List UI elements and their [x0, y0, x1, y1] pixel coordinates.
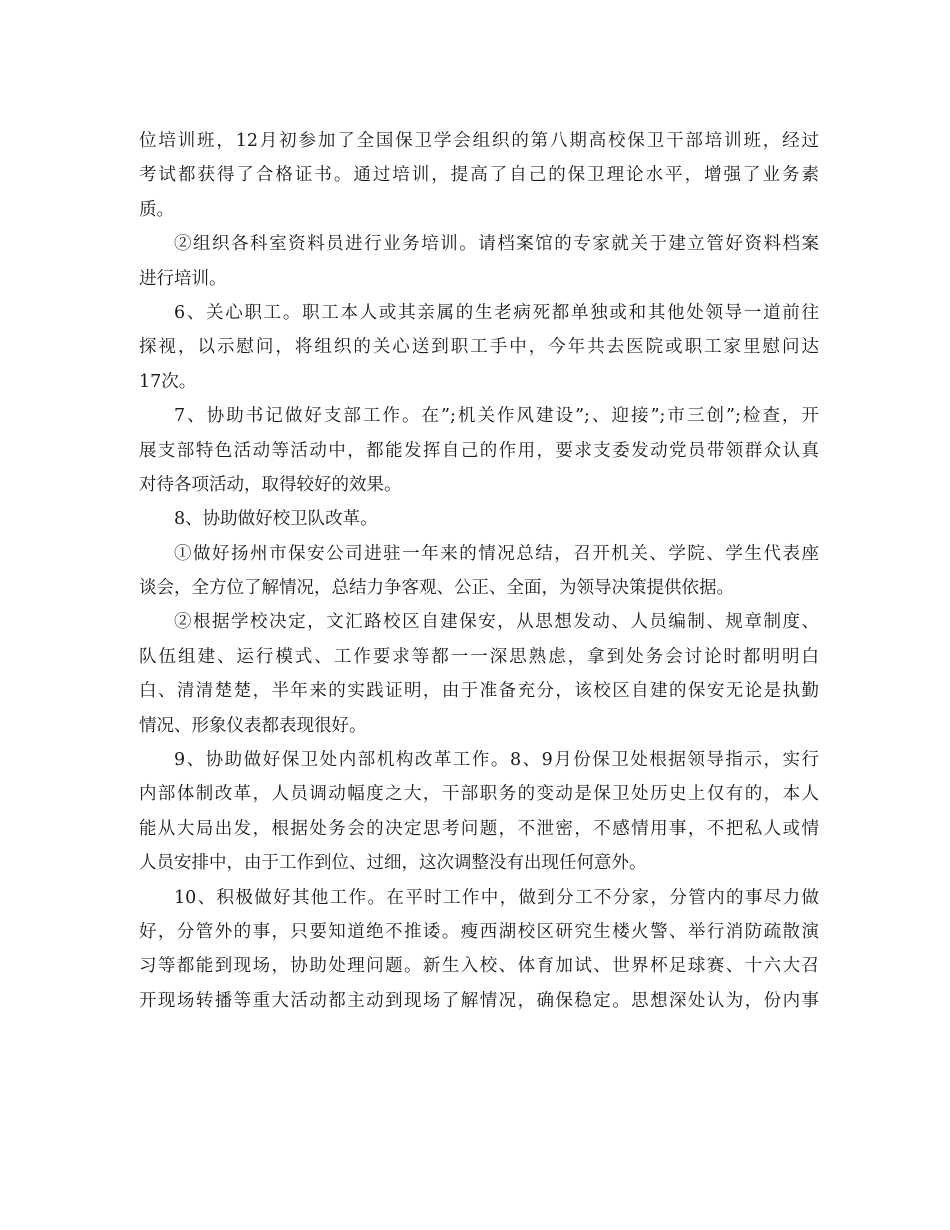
document-line: 质。 [139, 199, 174, 220]
document-line: 好，分管外的事，只要知道绝不推诿。瘦西湖校区研究生楼火警、举行消防疏散演 [139, 921, 819, 942]
document-line: 考试都获得了合格证书。通过培训，提高了自己的保卫理论水平，增强了业务素 [139, 165, 819, 186]
document-line: ②根据学校决定，文汇路校区自建保安，从思想发动、人员编制、规章制度、 [174, 612, 819, 633]
document-line: 6、关心职工。职工本人或其亲属的生老病死都单独或和其他处领导一道前往 [174, 302, 819, 323]
document-line: ①做好扬州市保安公司进驻一年来的情况总结，召开机关、学院、学生代表座 [174, 543, 819, 564]
document-line: 队伍组建、运行模式、工作要求等都一一深思熟虑，拿到处务会讨论时都明明白 [139, 646, 819, 667]
document-body [139, 124, 819, 1018]
document-line: 习等都能到现场，协助处理问题。新生入校、体育加试、世界杯足球赛、十六大召 [139, 956, 819, 977]
document-line: 开现场转播等重大活动都主动到现场了解情况，确保稳定。思想深处认为，份内事 [139, 990, 819, 1011]
document-line: 对待各项活动，取得较好的效果。 [139, 474, 402, 495]
document-line: 17次。 [139, 371, 197, 392]
document-line: 人员安排中，由于工作到位、过细，这次调整没有出现任何意外。 [139, 853, 647, 874]
document-line: ②组织各科室资料员进行业务培训。请档案馆的专家就关于建立管好资料档案 [174, 234, 819, 255]
document-line: 进行培训。 [139, 268, 227, 289]
document-line: 能从大局出发，根据处务会的决定思考问题，不泄密，不感情用事，不把私人或情 [139, 818, 819, 839]
document-line: 位培训班，12月初参加了全国保卫学会组织的第八期高校保卫干部培训班，经过 [139, 131, 819, 151]
document-line: 探视，以示慰问，将组织的关心送到职工手中，今年共去医院或职工家里慰问达 [139, 337, 819, 358]
document-line: 白、清清楚楚，半年来的实践证明，由于准备充分，该校区自建的保安无论是执勤 [139, 681, 819, 702]
document-line: 情况、形象仪表都表现很好。 [139, 715, 367, 736]
document-line: 展支部特色活动等活动中，都能发挥自己的作用，要求支委发动党员带领群众认真 [139, 440, 819, 461]
document-line: 内部体制改革，人员调动幅度之大，干部职务的变动是保卫处历史上仅有的，本人 [139, 784, 819, 805]
document-line: 8、协助做好校卫队改革。 [174, 509, 378, 530]
document-line: 谈会，全方位了解情况，总结力争客观、公正、全面，为领导决策提供依据。 [139, 578, 734, 599]
document-line: 10、积极做好其他工作。在平时工作中，做到分工不分家，分管内的事尽力做 [174, 887, 819, 908]
document-line: 9、协助做好保卫处内部机构改革工作。8、9月份保卫处根据领导指示，实行 [174, 750, 819, 771]
document-line: 7、协助书记做好支部工作。在”;机关作风建设”;、迎接”;市三创”;检查，开 [174, 406, 819, 427]
